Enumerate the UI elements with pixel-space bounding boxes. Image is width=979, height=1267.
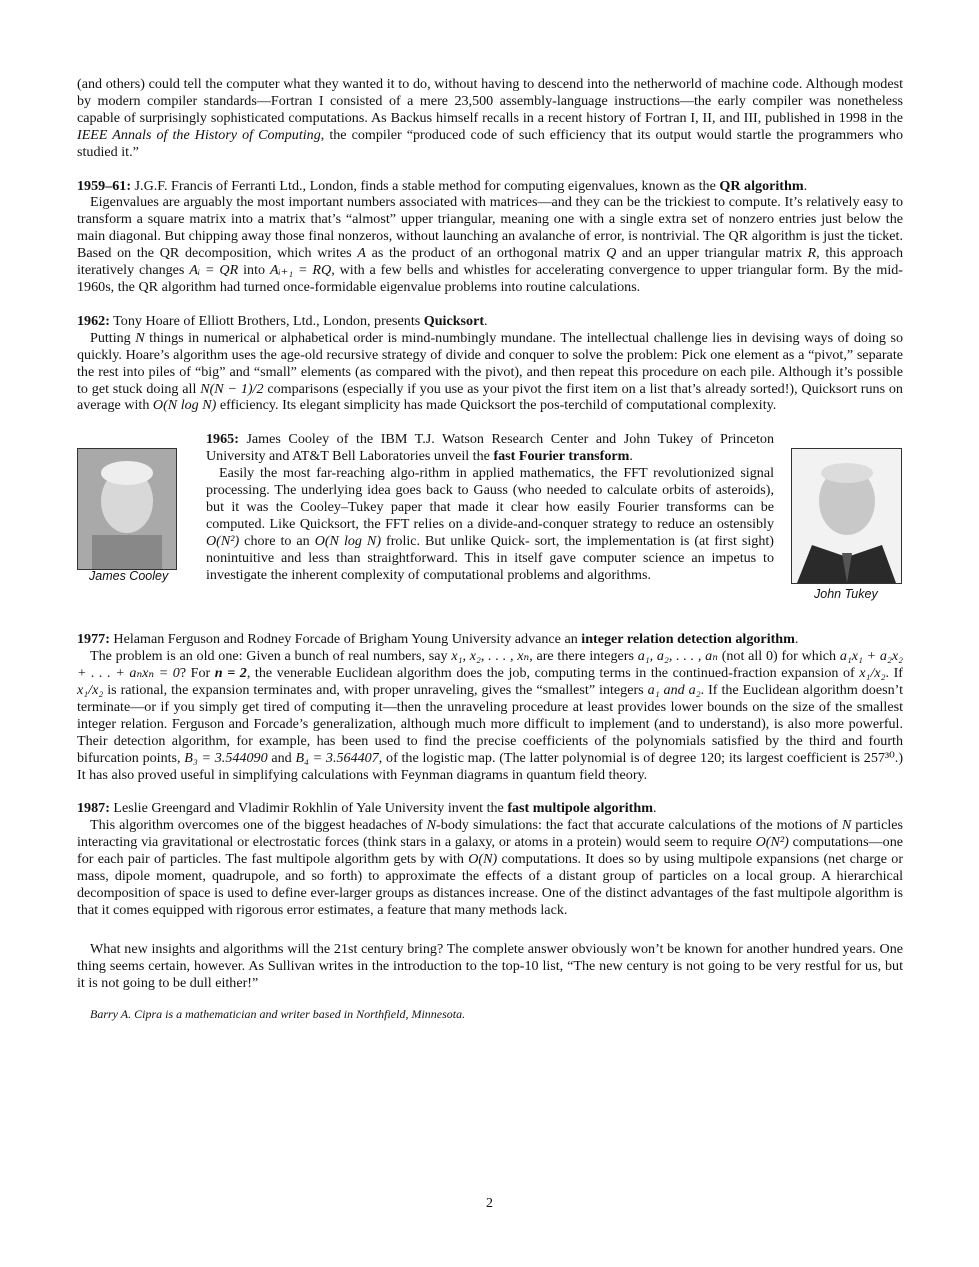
section-1959: 1959–61: J.G.F. Francis of Ferranti Ltd., London, finds a stable method for computing eigenvalues, known as the QR algorithm. Eigenvalues are arguably the most important numbers associated with matrices—and they can be the trickiest to compute. It’s relatively easy to transform a square matrix into a matrix that’s “almost” upper triangular, meaning one with a single extra set of nonzero entries just below the main diagonal. But chipping away those final nonzeros, without launching an avalanche of error, is nontrivial. The QR algorithm is just the ticket. Based on the QR decomposition, which writes A as the product of an orthogonal matrix Q and an upper triangular matrix R, this approach iteratively changes Aᵢ = QR into Aᵢ₊₁ = RQ, with a few bells and whistles for accelerating convergence to upper triangular form. By the mid-1960s, the QR algorithm had turned once-formidable eigenvalue problems into routine calculations.: [77, 177, 903, 295]
article-body: [77, 76, 903, 1022]
james-cooley-photo: [77, 448, 177, 570]
fft-text: 1965: James Cooley of the IBM T.J. Watson Research Center and John Tukey of Princeton University and AT&T Bell Laboratories unveil the fast Fourier transform. Easily the most far-reaching algo-rithm in applied mathematics, the FFT revolutionized signal processing. The underlying idea goes back to Gauss (who needed to calculate orbits of asteroids), but it was the Cooley–Tukey paper that made it clear how easily Fourier transforms can be computed. Like Quicksort, the FFT relies on a divide-and-conquer strategy to reduce an ostensibly O(N²) chore to an O(N log N) frolic. But unlike Quick- sort, the implementation is (at first sight) nonintuitive and less than straightforward. This in itself gave computer science an impetus to investigate the inherent complexity of computational problems and algorithms.: [206, 431, 774, 583]
page-number: 2: [486, 1196, 493, 1211]
section-1965: [77, 431, 903, 617]
section-1977: 1977: Helaman Ferguson and Rodney Forcade of Brigham Young University advance an integer relation detection algorithm. The problem is an old one: Given a bunch of real numbers, say x₁, x₂, . . . , xₙ, are there integers a₁, a₂, . . . , aₙ (not all 0) for which a₁x₁ + a₂x₂ + . . . + aₙxₙ = 0? For n = 2, the venerable Euclidean algorithm does the job, computing terms in the continued-fraction expansion of x₁/x₂. If x₁/x₂ is rational, the expansion terminates and, with proper unraveling, gives the “smallest” integers a₁ and a₂. If the Euclidean algorithm doesn’t terminate—or if you simply get tired of computing it—then the unraveling procedure at least provides lower bounds on the size of the smallest integer relation. Ferguson and Forcade’s generalization, although much more difficult to implement (and to understand), is also more powerful. Their detection algorithm, for example, has been used to find the precise coefficients of the polynomials satisfied by the third and fourth bifurcation points, B₃ = 3.544090 and B₄ = 3.564407, of the logistic map. (The latter polynomial is of degree 120; its largest coefficient is 257³⁰.) It has also proved useful in simplifying calculations with Feynman diagrams in quantum field theory.: [77, 631, 904, 783]
section-1987: 1987: Leslie Greengard and Vladimir Rokhlin of Yale University invent the fast multipole algorithm. This algorithm overcomes one of the biggest headaches of N-body simulations: the fact that accurate calculations of the motions of N particles interacting via gravitational or electrostatic forces (think stars in a galaxy, or atoms in a protein) would seem to require O(N²) computations—one for each pair of particles. The fast multipole algorithm gets by with O(N) computations. It does so by using multipole expansions (net charge or mass, dipole moment, quadrupole, and so forth) to approximate the effects of a distant group of particles on a local group. A hierarchical decomposition of space is used to define ever-larger groups as distances increase. One of the distinct advantages of the fast multipole algorithm is that it comes equipped with rigorous error estimates, a feature that many methods lack.: [77, 800, 904, 918]
closing-paragraph: What new insights and algorithms will the 21st century bring? The complete answer obviously won’t be known for another hundred years. One thing seems certain, however. As Sullivan writes in the introduction to the top-10 list, “The new century is not going to be very restful for us, but it is not going to be dull either!”: [77, 940, 903, 991]
photo-caption-left: James Cooley: [89, 569, 169, 584]
john-tukey-photo: [791, 448, 902, 584]
intro-paragraph: (and others) could tell the computer what they wanted it to do, without having to descend into the netherworld of machine code. Although modest by modern compiler standards—Fortran I consisted of a mere 23,500 assembly-language instructions—the early compiler was nonetheless capable of surprisingly sophisticated computations. As Backus himself recalls in a recent history of Fortran I, II, and III, published in 1998 in the IEEE Annals of the History of Computing, the compiler “produced code of such efficiency that its output would startle the programmers who studied it.”: [77, 76, 903, 160]
section-1962: 1962: Tony Hoare of Elliott Brothers, Ltd., London, presents Quicksort. Putting N things in numerical or alphabetical order is mind-numbingly mundane. The intellectual challenge lies in devising ways of doing so quickly. Hoare’s algorithm uses the age-old recursive strategy of divide and conquer to solve the problem: Pick one element as a “pivot,” separate the rest into piles of “big” and “small” elements (as compared with the pivot), and then repeat this procedure on each pile. Although it’s possible to get stuck doing all N(N − 1)/2 comparisons (especially if you use as your pivot the first item on a list that’s already sorted!), Quicksort runs on average with O(N log N) efficiency. Its elegant simplicity has made Quicksort the pos-terchild of computational complexity.: [77, 312, 903, 414]
author-byline: Barry A. Cipra is a mathematician and writer based in Northfield, Minnesota.: [90, 1006, 466, 1021]
photo-caption-right: John Tukey: [814, 587, 878, 602]
